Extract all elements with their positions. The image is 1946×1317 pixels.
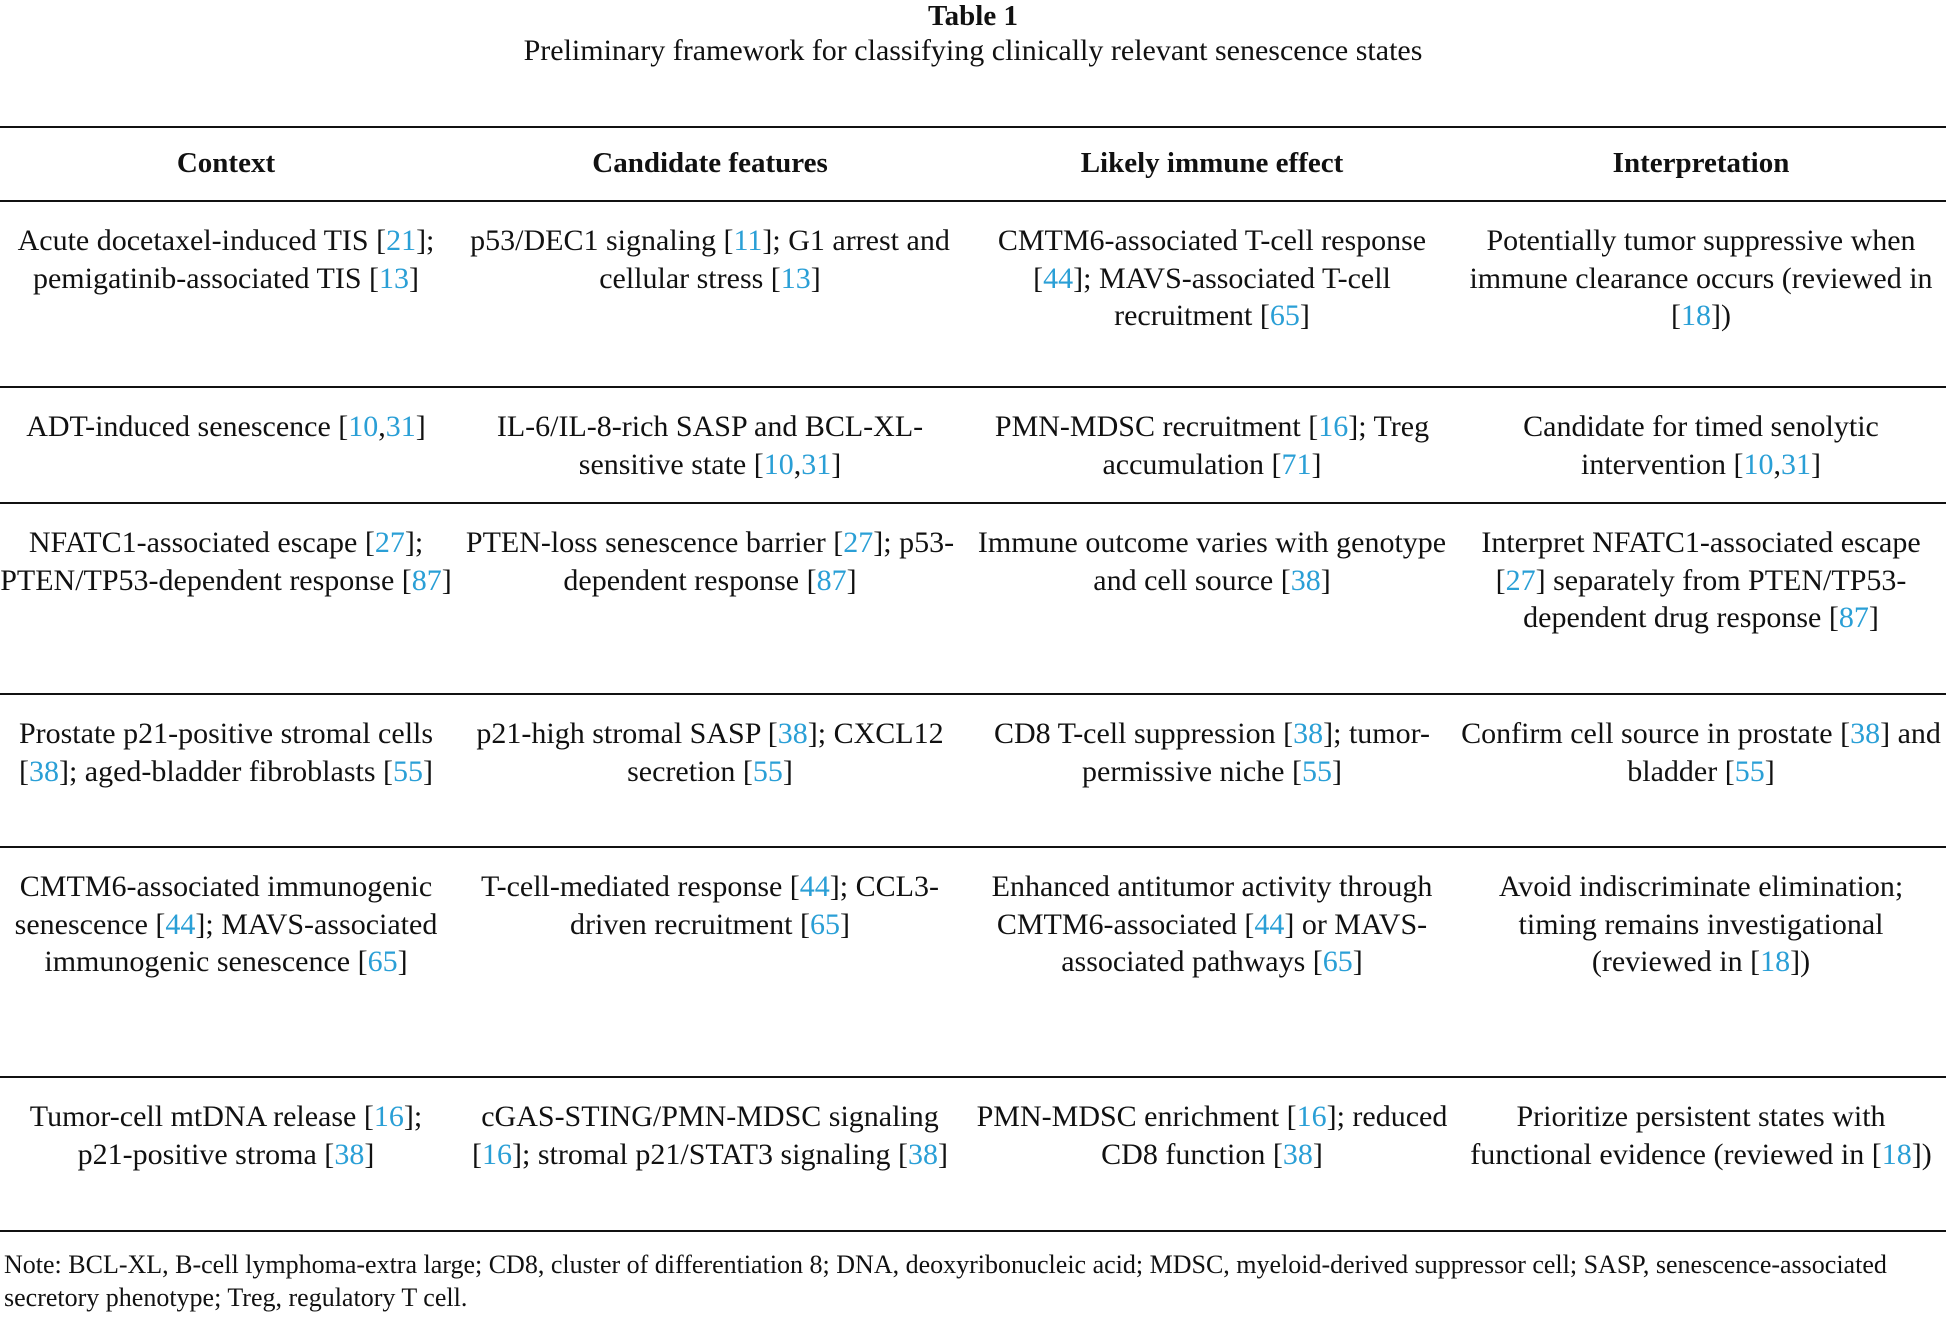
header-likely-immune-effect: Likely immune effect	[968, 127, 1456, 201]
cell-text	[968, 504, 1456, 609]
header-interpretation: Interpretation	[1456, 127, 1946, 201]
reference-link[interactable]: 71	[1281, 447, 1312, 481]
cell-text-run: ]	[409, 261, 420, 295]
cell-text-run: ,	[378, 410, 386, 443]
table-row	[0, 503, 1946, 694]
cell-text-run: ]	[364, 1137, 375, 1171]
cell-text-run: ]; tumor-permissive niche [	[1082, 717, 1431, 788]
cell-text-run: ]	[1764, 754, 1775, 788]
reference-link[interactable]: 16	[373, 1100, 404, 1133]
cell-text-run: ]	[397, 945, 408, 978]
cell-interpretation	[1456, 201, 1946, 387]
table-note: Note: BCL-XL, B-cell lymphoma-extra large; CD8, cluster of differentiation 8; DNA, deoxyribonucleic acid; MDSC, myeloid-derived suppressor cell; SASP, senescence-associated secretory phenotype; Treg, regulatory T cell.	[4, 1250, 1887, 1312]
cell-text-run: Tumor-cell mtDNA release [	[29, 1100, 374, 1133]
cell-text-run: T-cell-mediated response [	[481, 870, 800, 903]
reference-link[interactable]: 55	[393, 754, 424, 788]
cell-text-run: ]	[1868, 601, 1879, 634]
reference-link[interactable]: 10	[1743, 447, 1774, 481]
cell-candidate-features	[452, 387, 968, 503]
reference-link[interactable]: 38	[28, 754, 59, 788]
cell-text-run: Acute docetaxel-induced TIS [	[17, 224, 387, 257]
cell-text-run: ]	[1810, 447, 1821, 481]
cell-text-run: ]	[1320, 563, 1331, 597]
cell-text-run: ]; MAVS-associated immunogenic senescence [	[44, 907, 438, 978]
cell-text	[968, 848, 1456, 991]
reference-link[interactable]: 55	[1301, 754, 1332, 788]
cell-text-run: ]; MAVS-associated T-cell recruitment [	[1073, 261, 1391, 332]
cell-text	[0, 202, 452, 307]
senescence-classification-table	[0, 126, 1946, 1232]
cell-text-run: CD8 T-cell suppression [	[993, 717, 1294, 750]
cell-text-run: ]; p21-positive stroma [	[77, 1100, 423, 1171]
cell-text-run: ]	[810, 261, 821, 295]
cell-likely-immune-effect	[968, 694, 1456, 847]
header-candidate-features: Candidate features	[452, 127, 968, 201]
reference-link[interactable]: 27	[843, 526, 874, 559]
cell-text-run: ] separately from PTEN/TP53-dependent drug response [	[1523, 563, 1907, 634]
header-context: Context	[0, 127, 452, 201]
cell-text	[0, 504, 452, 609]
reference-link[interactable]: 55	[752, 754, 783, 788]
table-row	[0, 201, 1946, 387]
cell-text-run: ]; CXCL12 secretion [	[627, 717, 944, 788]
cell-text-run: p53/DEC1 signaling [	[470, 224, 734, 257]
cell-text	[968, 202, 1456, 345]
reference-link[interactable]: 16	[482, 1137, 513, 1171]
cell-context	[0, 503, 452, 694]
cell-candidate-features	[452, 201, 968, 387]
cell-text-run: ] or MAVS-associated pathways [	[1061, 907, 1428, 978]
cell-text-run: ]	[441, 563, 452, 597]
reference-link[interactable]: 65	[367, 945, 398, 978]
table-row	[0, 694, 1946, 847]
cell-text	[452, 1078, 968, 1183]
cell-likely-immune-effect	[968, 503, 1456, 694]
cell-text-run: ]	[839, 907, 850, 941]
cell-text	[1456, 504, 1946, 647]
reference-link[interactable]: 13	[379, 261, 410, 295]
table-row	[0, 847, 1946, 1077]
cell-text-run: p21-high stromal SASP [	[476, 717, 778, 750]
reference-link[interactable]: 44	[1043, 261, 1074, 295]
reference-link[interactable]: 65	[1269, 299, 1300, 332]
reference-link[interactable]: 65	[1322, 945, 1353, 978]
cell-text	[452, 848, 968, 953]
cell-text-run: Immune outcome varies with genotype and cell source [	[977, 526, 1447, 597]
cell-text-run: ]	[1331, 754, 1342, 788]
cell-context	[0, 387, 452, 503]
reference-link[interactable]: 65	[809, 907, 840, 941]
reference-link[interactable]: 31	[801, 447, 832, 481]
cell-text-run: ]; reduced CD8 function [	[1101, 1100, 1448, 1171]
cell-text-run: CMTM6-associated immunogenic senescence [	[14, 870, 433, 941]
cell-interpretation	[1456, 387, 1946, 503]
cell-text	[0, 695, 452, 800]
reference-link[interactable]: 38	[777, 717, 808, 750]
cell-text-run: ])	[1711, 299, 1731, 332]
reference-link[interactable]: 11	[733, 224, 763, 257]
cell-text-run: IL-6/IL-8-rich SASP and BCL-XL-sensitive state [	[496, 410, 924, 481]
cell-text-run: ]	[415, 410, 426, 443]
reference-link[interactable]: 13	[780, 261, 811, 295]
cell-text-run: ]	[1311, 447, 1322, 481]
cell-text	[1456, 848, 1946, 991]
cell-text	[0, 1078, 452, 1183]
cell-context	[0, 201, 452, 387]
reference-link[interactable]: 18	[1681, 299, 1711, 332]
cell-text-run: ]; PTEN/TP53-dependent response [	[0, 526, 424, 597]
cell-text-run: ADT-induced senescence [	[26, 410, 349, 443]
cell-text-run: Prostate p21-positive stromal cells [	[18, 717, 434, 788]
cell-candidate-features	[452, 847, 968, 1077]
reference-link[interactable]: 38	[907, 1137, 938, 1171]
cell-likely-immune-effect	[968, 201, 1456, 387]
cell-text-run: ]	[1299, 299, 1310, 332]
reference-link[interactable]: 10	[348, 410, 379, 443]
table-row	[0, 1077, 1946, 1231]
reference-link[interactable]: 18	[1881, 1137, 1912, 1171]
reference-link[interactable]: 87	[816, 563, 847, 597]
cell-text-run: ]	[937, 1137, 948, 1171]
reference-link[interactable]: 55	[1734, 754, 1765, 788]
cell-text-run: ]; aged-bladder fibroblasts [	[58, 754, 394, 788]
reference-link[interactable]: 38	[1290, 563, 1321, 597]
reference-link[interactable]: 16	[1318, 410, 1349, 443]
cell-text-run: PTEN-loss senescence barrier [	[465, 526, 844, 559]
table-row	[0, 387, 1946, 503]
cell-text-run: ])	[1790, 945, 1811, 978]
reference-link[interactable]: 44	[1254, 907, 1285, 941]
cell-text-run: ]	[1312, 1137, 1323, 1171]
cell-text-run: ]; CCL3-driven recruitment [	[570, 870, 939, 941]
table-title-block	[0, 0, 1946, 70]
reference-link[interactable]: 87	[411, 563, 442, 597]
cell-text-run: ]	[831, 447, 842, 481]
reference-link[interactable]: 87	[1838, 601, 1869, 634]
cell-context	[0, 847, 452, 1077]
cell-context	[0, 694, 452, 847]
table-body	[0, 201, 1946, 1231]
cell-text	[968, 695, 1456, 800]
reference-link[interactable]: 16	[1296, 1100, 1327, 1133]
cell-text-run: Interpret NFATC1-associated escape [	[1481, 526, 1921, 597]
cell-text	[452, 388, 968, 493]
reference-link[interactable]: 18	[1760, 945, 1791, 978]
cell-interpretation	[1456, 847, 1946, 1077]
table-caption: Preliminary framework for classifying clinically relevant senescence states	[523, 34, 1423, 67]
cell-text-run: ]	[1352, 945, 1363, 978]
cell-text	[968, 1078, 1456, 1183]
cell-text-run: ]	[423, 754, 434, 788]
cell-text	[452, 504, 968, 609]
cell-text-run: cGAS-STING/PMN-MDSC signaling [	[472, 1100, 939, 1171]
cell-interpretation	[1456, 1077, 1946, 1231]
cell-text-run: ] and bladder [	[1627, 717, 1941, 788]
cell-text-run: Candidate for timed senolytic intervention [	[1523, 410, 1879, 481]
cell-text	[1456, 695, 1946, 800]
reference-link[interactable]: 31	[1780, 447, 1811, 481]
reference-link[interactable]: 10	[763, 447, 794, 481]
reference-link[interactable]: 31	[385, 410, 416, 443]
cell-interpretation	[1456, 503, 1946, 694]
cell-text-run: NFATC1-associated escape [	[28, 526, 375, 559]
reference-link[interactable]: 38	[1850, 717, 1881, 750]
cell-interpretation	[1456, 694, 1946, 847]
cell-candidate-features	[452, 1077, 968, 1231]
cell-text-run: ]; G1 arrest and cellular stress [	[599, 224, 950, 295]
cell-text-run: ,	[793, 447, 802, 481]
cell-text	[1456, 202, 1946, 345]
cell-text	[452, 202, 968, 307]
cell-text	[1456, 1078, 1946, 1183]
cell-text-run: ]; pemigatinib-associated TIS [	[32, 224, 435, 295]
cell-text-run: ,	[1773, 447, 1781, 481]
cell-text-run: CMTM6-associated T-cell response [	[997, 224, 1427, 295]
cell-text	[968, 388, 1456, 493]
reference-link[interactable]: 44	[799, 870, 830, 903]
reference-link[interactable]: 44	[165, 907, 196, 941]
cell-text	[452, 695, 968, 800]
reference-link[interactable]: 38	[1282, 1137, 1313, 1171]
cell-text-run: ]	[846, 563, 857, 597]
reference-link[interactable]: 38	[1293, 717, 1324, 750]
cell-text-run: Potentially tumor suppressive when immune clearance occurs (reviewed in [	[1469, 224, 1933, 332]
cell-text-run: ]; stromal p21/STAT3 signaling [	[512, 1137, 908, 1171]
header-row	[0, 127, 1946, 201]
cell-text-run: Prioritize persistent states with functional evidence (reviewed in [	[1470, 1100, 1886, 1171]
cell-text	[1456, 388, 1946, 493]
cell-candidate-features	[452, 503, 968, 694]
reference-link[interactable]: 27	[1505, 563, 1536, 597]
cell-context	[0, 1077, 452, 1231]
cell-candidate-features	[452, 694, 968, 847]
table-label: Table 1	[928, 0, 1018, 32]
cell-likely-immune-effect	[968, 847, 1456, 1077]
cell-text-run: Enhanced antitumor activity through CMTM6-associated [	[991, 870, 1433, 941]
reference-link[interactable]: 27	[374, 526, 405, 559]
cell-text-run: ]; Treg accumulation [	[1102, 410, 1430, 481]
reference-link[interactable]: 38	[334, 1137, 365, 1171]
cell-text-run: PMN-MDSC recruitment [	[994, 410, 1319, 443]
cell-likely-immune-effect	[968, 387, 1456, 503]
reference-link[interactable]: 21	[386, 224, 417, 257]
cell-text-run: Avoid indiscriminate elimination; timing remains investigational (reviewed in [	[1498, 870, 1904, 978]
cell-text-run: Confirm cell source in prostate [	[1461, 717, 1851, 750]
cell-text-run: ]; p53-dependent response [	[563, 526, 955, 597]
cell-text-run: ])	[1911, 1137, 1932, 1171]
cell-text-run: ]	[782, 754, 793, 788]
cell-text	[0, 848, 452, 991]
cell-text	[0, 388, 452, 456]
cell-likely-immune-effect	[968, 1077, 1456, 1231]
cell-text-run: PMN-MDSC enrichment [	[976, 1100, 1297, 1133]
